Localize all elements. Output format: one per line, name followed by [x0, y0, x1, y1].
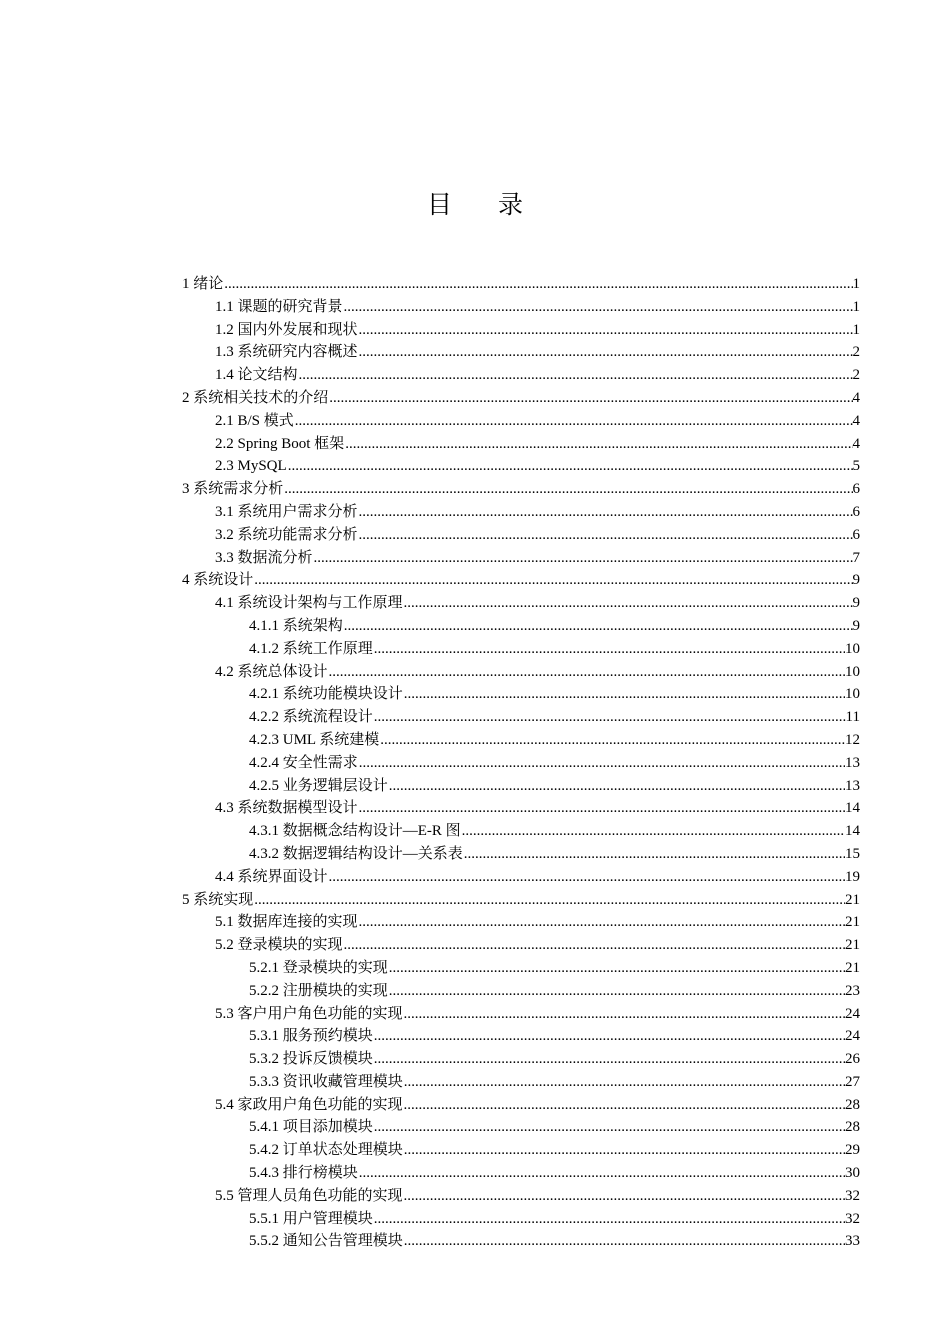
toc-entry-label: 4.2.3 UML 系统建模	[249, 731, 380, 748]
toc-entry-page: 7	[852, 549, 860, 566]
toc-entry-page: 11	[845, 709, 860, 726]
toc-dot-leader	[359, 752, 845, 775]
toc-dot-leader	[359, 1162, 845, 1185]
toc-entry[interactable]	[182, 911, 860, 934]
toc-dot-leader	[359, 524, 853, 547]
toc-entry-page: 4	[852, 412, 860, 429]
toc-entry[interactable]	[182, 615, 860, 638]
toc-dot-leader	[389, 980, 845, 1003]
toc-entry-page: 32	[845, 1210, 860, 1227]
toc-entry-label: 5.2.2 注册模块的实现	[249, 982, 388, 999]
toc-entry-page: 30	[845, 1165, 860, 1182]
toc-dot-leader	[254, 889, 845, 912]
toc-entry-page: 6	[852, 481, 860, 498]
toc-entry-page: 27	[845, 1073, 860, 1090]
toc-dot-leader	[464, 843, 845, 866]
toc-dot-leader	[404, 1094, 845, 1117]
toc-entry[interactable]	[182, 319, 860, 342]
toc-dot-leader	[374, 1048, 845, 1071]
toc-dot-leader	[344, 934, 845, 957]
toc-entry[interactable]	[182, 775, 860, 798]
toc-entry[interactable]	[182, 729, 860, 752]
toc-entry-label: 4.2.4 安全性需求	[249, 754, 358, 771]
toc-dot-leader	[374, 638, 845, 661]
toc-entry[interactable]	[182, 866, 860, 889]
toc-entry[interactable]	[182, 364, 860, 387]
toc-dot-leader	[329, 387, 852, 410]
toc-entry[interactable]	[182, 1048, 860, 1071]
toc-entry-page: 4	[852, 435, 860, 452]
toc-dot-leader	[374, 706, 846, 729]
toc-entry-label: 5.3 客户用户角色功能的实现	[215, 1005, 403, 1022]
toc-entry-label: 5.4.3 排行榜模块	[249, 1165, 358, 1182]
toc-dot-leader	[404, 592, 853, 615]
toc-dot-leader	[254, 569, 852, 592]
toc-dot-leader	[359, 797, 845, 820]
toc-entry[interactable]	[182, 1230, 860, 1253]
toc-entry-page: 1	[852, 321, 860, 338]
toc-entry-page: 9	[852, 617, 860, 634]
toc-dot-leader	[380, 729, 845, 752]
toc-entry[interactable]	[182, 569, 860, 592]
toc-entry-page: 21	[845, 891, 860, 908]
toc-dot-leader	[404, 1139, 845, 1162]
toc-dot-leader	[404, 683, 845, 706]
table-of-contents	[182, 273, 860, 1253]
toc-dot-leader	[359, 911, 845, 934]
toc-entry-label: 4.4 系统界面设计	[215, 868, 328, 885]
toc-entry[interactable]	[182, 889, 860, 912]
toc-entry[interactable]	[182, 1094, 860, 1117]
toc-entry[interactable]	[182, 592, 860, 615]
toc-entry-label: 4.3 系统数据模型设计	[215, 800, 358, 817]
toc-entry[interactable]	[182, 433, 860, 456]
toc-dot-leader	[404, 1230, 845, 1253]
toc-entry[interactable]	[182, 1185, 860, 1208]
toc-entry[interactable]	[182, 638, 860, 661]
toc-entry-label: 5.4.2 订单状态处理模块	[249, 1142, 403, 1159]
toc-entry-page: 32	[845, 1187, 860, 1204]
toc-entry-page: 28	[845, 1119, 860, 1136]
toc-dot-leader	[374, 1208, 845, 1231]
toc-entry-label: 5.4 家政用户角色功能的实现	[215, 1096, 403, 1113]
toc-entry[interactable]	[182, 1116, 860, 1139]
toc-entry-page: 9	[852, 572, 860, 589]
toc-entry-label: 5.2 登录模块的实现	[215, 937, 343, 954]
toc-entry-page: 29	[845, 1142, 860, 1159]
toc-entry-page: 14	[845, 823, 860, 840]
toc-dot-leader	[329, 661, 845, 684]
toc-entry-label: 4.1.2 系统工作原理	[249, 640, 373, 657]
toc-entry-page: 10	[845, 663, 860, 680]
toc-entry-label: 4.1 系统设计架构与工作原理	[215, 595, 403, 612]
toc-entry-label: 5.5.1 用户管理模块	[249, 1210, 373, 1227]
toc-entry-label: 5.3.2 投诉反馈模块	[249, 1051, 373, 1068]
toc-entry-page: 9	[852, 595, 860, 612]
toc-entry[interactable]	[182, 273, 860, 296]
toc-entry[interactable]	[182, 820, 860, 843]
toc-entry-label: 4.3.2 数据逻辑结构设计—关系表	[249, 845, 463, 862]
toc-entry-label: 2.2 Spring Boot 框架	[215, 435, 345, 452]
toc-dot-leader	[314, 547, 853, 570]
toc-entry-label: 1.3 系统研究内容概述	[215, 344, 358, 361]
toc-dot-leader	[374, 1116, 845, 1139]
toc-entry-page: 2	[852, 344, 860, 361]
toc-dot-leader	[299, 364, 853, 387]
toc-entry[interactable]	[182, 501, 860, 524]
toc-entry-page: 5	[852, 458, 860, 475]
toc-entry-page: 4	[852, 389, 860, 406]
toc-entry[interactable]	[182, 706, 860, 729]
toc-entry-page: 19	[845, 868, 860, 885]
toc-entry-label: 3 系统需求分析	[182, 481, 284, 498]
toc-dot-leader	[389, 775, 845, 798]
toc-entry-label: 4.3.1 数据概念结构设计—E-R 图	[249, 823, 461, 840]
toc-entry-page: 33	[845, 1233, 860, 1250]
toc-dot-leader	[359, 341, 853, 364]
toc-entry[interactable]	[182, 547, 860, 570]
toc-entry-page: 1	[852, 276, 860, 292]
toc-entry-label: 4 系统设计	[182, 572, 254, 589]
toc-entry-label: 5.3.1 服务预约模块	[249, 1028, 373, 1045]
toc-entry-label: 5 系统实现	[182, 891, 254, 908]
toc-entry[interactable]	[182, 934, 860, 957]
toc-entry-page: 1	[852, 298, 860, 315]
toc-entry[interactable]	[182, 524, 860, 547]
toc-entry-label: 3.2 系统功能需求分析	[215, 526, 358, 543]
toc-dot-leader	[295, 410, 853, 433]
toc-entry-label: 2 系统相关技术的介绍	[182, 389, 329, 406]
toc-entry-page: 21	[845, 937, 860, 954]
toc-entry[interactable]	[182, 455, 860, 478]
toc-dot-leader	[462, 820, 845, 843]
toc-dot-leader	[344, 615, 853, 638]
toc-entry[interactable]	[182, 1003, 860, 1026]
toc-entry[interactable]	[182, 387, 860, 410]
toc-dot-leader	[359, 501, 853, 524]
toc-dot-leader	[374, 1025, 845, 1048]
toc-entry-label: 5.4.1 项目添加模块	[249, 1119, 373, 1136]
toc-entry[interactable]	[182, 1208, 860, 1231]
toc-dot-leader	[345, 433, 852, 456]
toc-entry-page: 6	[852, 526, 860, 543]
page-title	[0, 190, 950, 222]
toc-dot-leader	[389, 957, 845, 980]
toc-entry-page: 24	[845, 1005, 860, 1022]
toc-entry[interactable]	[182, 478, 860, 501]
toc-entry-page: 21	[845, 959, 860, 976]
toc-dot-leader	[404, 1185, 845, 1208]
toc-entry-label: 1.1 课题的研究背景	[215, 298, 343, 315]
toc-entry-page: 21	[845, 914, 860, 931]
toc-entry-label: 1.4 论文结构	[215, 367, 298, 384]
toc-entry-page: 12	[845, 731, 860, 748]
toc-entry[interactable]	[182, 661, 860, 684]
toc-entry[interactable]	[182, 843, 860, 866]
toc-entry[interactable]	[182, 980, 860, 1003]
toc-entry-page: 15	[845, 845, 860, 862]
toc-entry-label: 2.1 B/S 模式	[215, 412, 294, 429]
toc-entry-page: 13	[845, 754, 860, 771]
toc-entry-page: 6	[852, 503, 860, 520]
toc-entry-label: 4.2 系统总体设计	[215, 663, 328, 680]
toc-entry[interactable]	[182, 797, 860, 820]
toc-dot-leader	[224, 273, 852, 296]
toc-entry-label: 5.5 管理人员角色功能的实现	[215, 1187, 403, 1204]
toc-entry-page: 13	[845, 777, 860, 794]
toc-entry-label: 1.2 国内外发展和现状	[215, 321, 358, 338]
toc-entry-label: 4.2.2 系统流程设计	[249, 709, 373, 726]
toc-entry[interactable]	[182, 1139, 860, 1162]
title-char-1: 目	[426, 192, 452, 219]
toc-dot-leader	[284, 478, 852, 501]
toc-dot-leader	[404, 1003, 845, 1026]
toc-entry-page: 10	[845, 640, 860, 657]
toc-entry-page: 2	[852, 367, 860, 384]
toc-dot-leader	[329, 866, 845, 889]
toc-entry-label: 3.1 系统用户需求分析	[215, 503, 358, 520]
toc-entry-page: 24	[845, 1028, 860, 1045]
toc-entry-label: 1 绪论	[182, 276, 224, 292]
toc-entry[interactable]	[182, 1025, 860, 1048]
toc-entry-label: 5.2.1 登录模块的实现	[249, 959, 388, 976]
toc-entry-label: 4.2.5 业务逻辑层设计	[249, 777, 388, 794]
toc-dot-leader	[359, 319, 853, 342]
toc-entry[interactable]	[182, 341, 860, 364]
toc-entry-label: 5.1 数据库连接的实现	[215, 914, 358, 931]
toc-entry-page: 23	[845, 982, 860, 999]
toc-dot-leader	[404, 1071, 845, 1094]
toc-entry[interactable]	[182, 1162, 860, 1185]
toc-entry-page: 14	[845, 800, 860, 817]
toc-entry-label: 2.3 MySQL	[215, 458, 287, 475]
title-char-2: 录	[498, 192, 524, 219]
toc-entry-page: 10	[845, 686, 860, 703]
toc-entry-label: 4.1.1 系统架构	[249, 617, 343, 634]
toc-entry[interactable]	[182, 296, 860, 319]
toc-entry[interactable]	[182, 752, 860, 775]
toc-entry-page: 28	[845, 1096, 860, 1113]
toc-entry[interactable]	[182, 683, 860, 706]
toc-entry-label: 3.3 数据流分析	[215, 549, 313, 566]
toc-entry[interactable]	[182, 410, 860, 433]
toc-dot-leader	[344, 296, 853, 319]
toc-entry[interactable]	[182, 1071, 860, 1094]
toc-entry[interactable]	[182, 957, 860, 980]
toc-entry-label: 5.3.3 资讯收藏管理模块	[249, 1073, 403, 1090]
toc-entry-label: 4.2.1 系统功能模块设计	[249, 686, 403, 703]
toc-entry-label: 5.5.2 通知公告管理模块	[249, 1233, 403, 1250]
toc-dot-leader	[288, 455, 853, 478]
toc-entry-page: 26	[845, 1051, 860, 1068]
